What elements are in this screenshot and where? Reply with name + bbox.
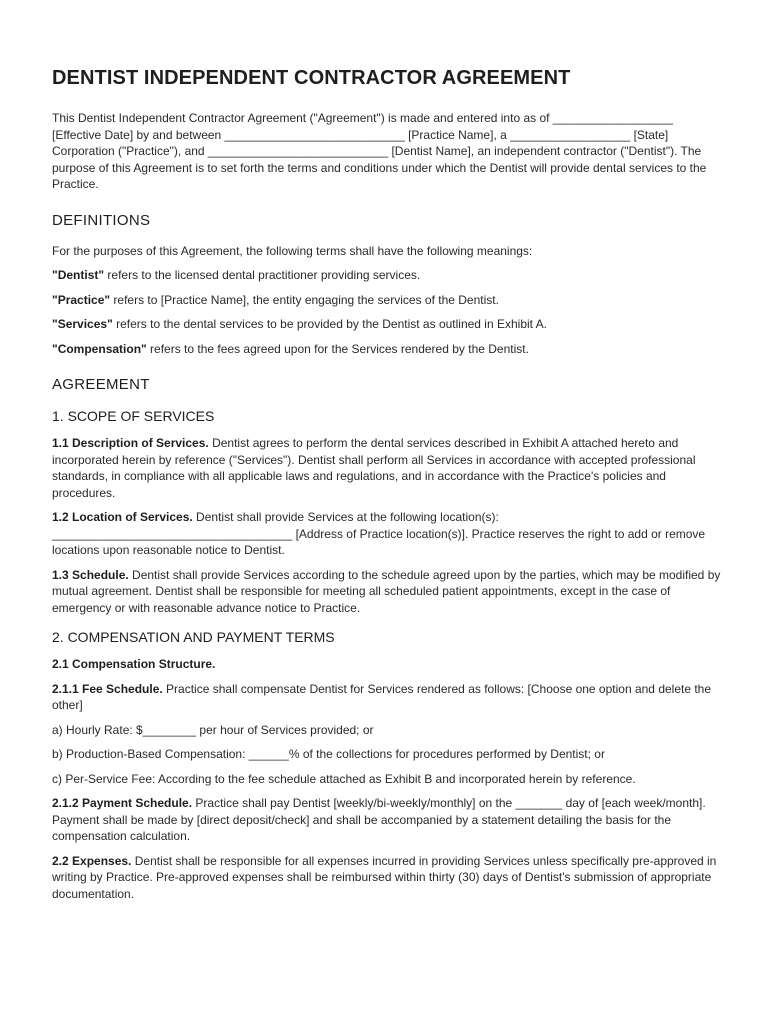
clause-1-3 bbox=[52, 567, 722, 617]
definition-text: refers to the fees agreed upon for the Services rendered by the Dentist. bbox=[146, 341, 529, 356]
intro-paragraph: This Dentist Independent Contractor Agreement ("Agreement") is made and entered into as of __________________ [Effective Date] by and between ___________________________ [Practice Name], a __________________ [State] Corporation ("Practice"), and ___________________________ [Dentist Name], an independent contractor ("Dentist"). The purpose of this Agreement is to set forth the terms and conditions under which the Dentist will provide dental services to the Practice. bbox=[52, 111, 707, 191]
definition-item bbox=[52, 267, 722, 284]
clause-2-1 bbox=[52, 656, 722, 673]
clause-1-2 bbox=[52, 509, 722, 559]
clause-label: 2.1 Compensation Structure. bbox=[52, 657, 216, 671]
clause-text: Practice shall compensate Dentist for Services rendered as follows: [Choose one option and delete the other] bbox=[52, 681, 712, 712]
clause-label: 1.2 Location of Services. bbox=[52, 510, 193, 524]
definition-term: "Compensation" bbox=[52, 341, 147, 356]
definition-item bbox=[52, 341, 722, 358]
clause-label: 1.1 Description of Services. bbox=[52, 436, 209, 450]
definitions-heading: DEFINITIONS bbox=[52, 211, 151, 229]
definition-term: "Services" bbox=[52, 317, 113, 331]
definition-text: refers to [Practice Name], the entity engaging the services of the Dentist. bbox=[110, 292, 499, 307]
definition-text: refers to the dental services to be provided by the Dentist as outlined in Exhibit A. bbox=[112, 317, 548, 331]
clause-2-1-2 bbox=[52, 795, 722, 845]
clause-text: Dentist agrees to perform the dental services described in Exhibit A attached hereto and incorporated herein by reference ("Services"). Dentist shall perform all Services in accordance with accepted professional standards, in compliance with all applicable laws and regulations, and in accordance with the Practice's policies and procedures. bbox=[52, 436, 696, 500]
section-1-heading: 1. SCOPE OF SERVICES bbox=[52, 408, 215, 424]
document-title: DENTIST INDEPENDENT CONTRACTOR AGREEMENT bbox=[52, 67, 571, 89]
clause-2-2 bbox=[52, 853, 722, 903]
option-production: b) Production-Based Compensation: ______% of the collections for procedures performed by Dentist; or bbox=[52, 747, 605, 761]
clause-2-1-1 bbox=[52, 681, 722, 714]
definition-term: "Practice" bbox=[52, 292, 111, 307]
agreement-heading: AGREEMENT bbox=[52, 376, 150, 393]
option-per-service: c) Per-Service Fee: According to the fee schedule attached as Exhibit B and incorporated herein by reference. bbox=[52, 771, 636, 786]
clause-text: Dentist shall be responsible for all expenses incurred in providing Services unless specifically pre-approved in writing by Practice. Pre-approved expenses shall be reimbursed within thirty (30) days of Dentist's submission of appropriate documentation. bbox=[52, 853, 717, 901]
section-2-heading: 2. COMPENSATION AND PAYMENT TERMS bbox=[52, 629, 335, 645]
definition-item bbox=[52, 292, 722, 309]
definitions-lead: For the purposes of this Agreement, the following terms shall have the following meanings: bbox=[52, 243, 533, 258]
clause-text: Practice shall pay Dentist [weekly/bi-weekly/monthly] on the _______ day of [each week/month]. Payment shall be made by [direct deposit/check] and shall be accompanied by a statement detailing the basis for the compensation calculation. bbox=[52, 796, 706, 843]
definition-text: refers to the licensed dental practitioner providing services. bbox=[104, 268, 421, 282]
definition-item bbox=[52, 316, 722, 333]
clause-text: Dentist shall provide Services at the following location(s): ____________________________________ [Address of Practice location(s)]. Practice reserves the right to add or remove locations upon reasonable notice to Dentist. bbox=[52, 510, 706, 557]
clause-label: 2.1.2 Payment Schedule. bbox=[52, 796, 193, 810]
definition-term: "Dentist" bbox=[52, 268, 105, 282]
option-hourly: a) Hourly Rate: $________ per hour of Services provided; or bbox=[52, 722, 374, 737]
document-content bbox=[52, 64, 722, 910]
clause-text: Dentist shall provide Services according to the schedule agreed upon by the parties, which may be modified by mutual agreement. Dentist shall be responsible for meeting all scheduled patient appointments, except in the case of emergency or with reasonable advance notice to Practice. bbox=[52, 567, 721, 615]
clause-label: 1.3 Schedule. bbox=[52, 567, 129, 582]
clause-1-1 bbox=[52, 435, 722, 501]
clause-label: 2.2 Expenses. bbox=[52, 853, 132, 868]
clause-label: 2.1.1 Fee Schedule. bbox=[52, 681, 163, 696]
